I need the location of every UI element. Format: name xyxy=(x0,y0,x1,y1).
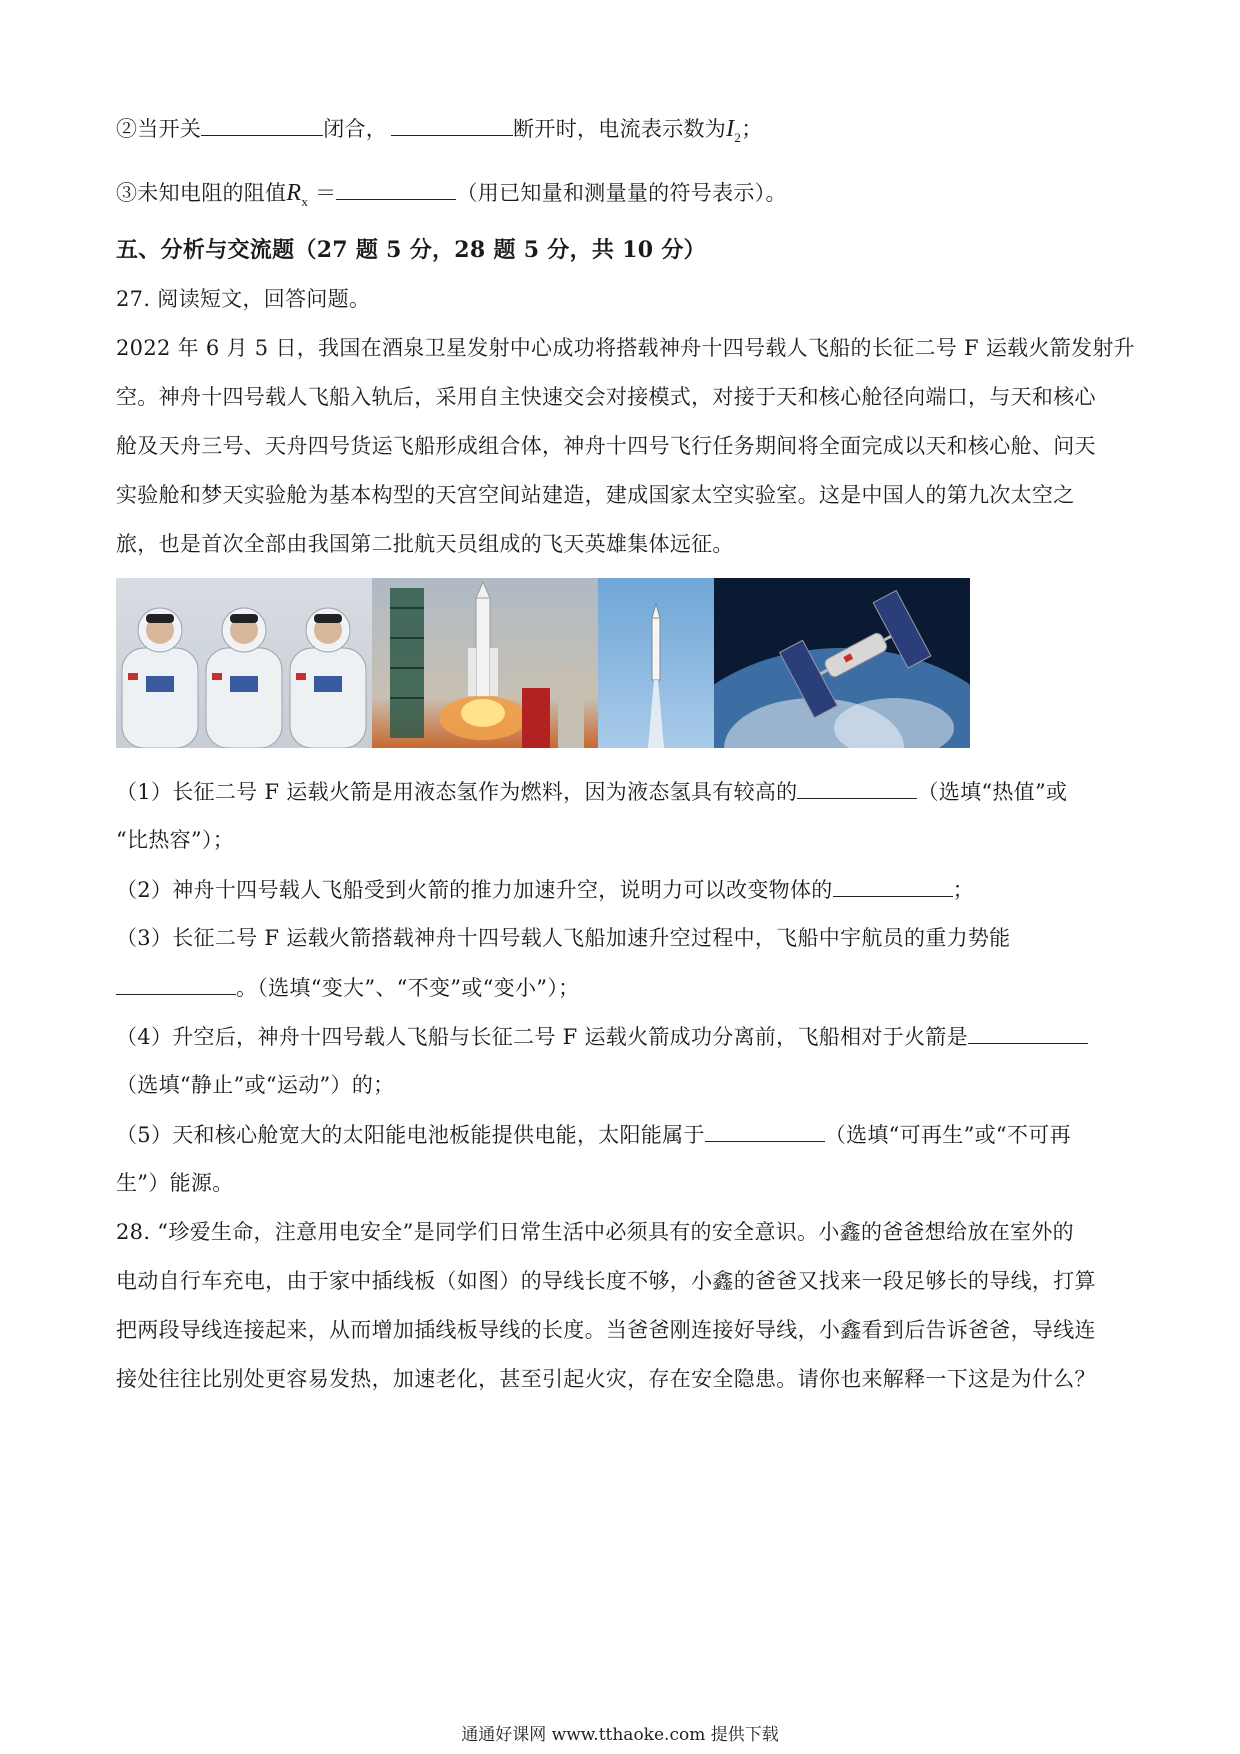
answer-blank[interactable] xyxy=(116,972,236,995)
q27-sub1-cont: “比热容”）； xyxy=(116,828,235,852)
q27-passage-line: 舱及天舟三号、天舟四号货运飞船形成组合体，神舟十四号飞行任务期间将全面完成以天和核心舱、问天 xyxy=(116,434,1096,458)
q27-sub1: （1）长征二号 F 运载火箭是用液态氢作为燃料，因为液态氢具有较高的 （选填“热值”或 xyxy=(116,776,1067,807)
q27-sub5-cont: 生”）能源。 xyxy=(116,1171,234,1195)
q27-sub4-cont: （选填“静止”或“运动”）的； xyxy=(116,1073,395,1097)
section-heading: 五、分析与交流题（27 题 5 分，28 题 5 分，共 10 分） xyxy=(116,237,706,263)
answer-blank[interactable] xyxy=(336,177,456,200)
q28-line: 接处往往比别处更容易发热，加速老化，甚至引起火灾，存在安全隐患。请你也来解释一下这是为什么？ xyxy=(116,1367,1096,1391)
footer-source: 通通好课网 www.tthaoke.com 提供下载 xyxy=(461,1725,779,1745)
answer-blank[interactable] xyxy=(968,1021,1088,1044)
q27-sub4: （4）升空后，神舟十四号载人飞船与长征二号 F 运载火箭成功分离前，飞船相对于火箭是 xyxy=(116,1021,1088,1052)
launch-photo xyxy=(372,578,598,748)
answer-blank[interactable] xyxy=(833,874,953,897)
q26-step2: ②当开关 闭合， 断开时，电流表示数为$I_2$； xyxy=(116,113,763,147)
q28-line: 电动自行车充电，由于家中插线板（如图）的导线长度不够，小鑫的爸爸又找来一段足够长的导线，打算 xyxy=(116,1269,1096,1293)
space-station-photo xyxy=(714,578,970,748)
answer-blank[interactable] xyxy=(705,1119,825,1142)
q27-sub3-cont: 。（选填“变大”、“不变”或“变小”）； xyxy=(116,972,579,1003)
answer-blank[interactable] xyxy=(391,113,513,136)
photo-strip xyxy=(116,578,970,748)
answer-blank[interactable] xyxy=(201,113,323,136)
q27-sub2: （2）神舟十四号载人飞船受到火箭的推力加速升空，说明力可以改变物体的 ； xyxy=(116,874,974,905)
q27-passage-line: 实验舱和梦天实验舱为基本构型的天宫空间站建造，建成国家太空实验室。这是中国人的第九次太空之 xyxy=(116,483,1075,507)
q28-line: 28. “珍爱生命，注意用电安全”是同学们日常生活中必须具有的安全意识。小鑫的爸爸想给放在室外的 xyxy=(116,1220,1074,1244)
q27-sub5: （5）天和核心舱宽大的太阳能电池板能提供电能，太阳能属于 （选填“可再生”或“不可再 xyxy=(116,1119,1071,1150)
rocket-photo xyxy=(598,578,714,748)
q27-passage-line: 空。神舟十四号载人飞船入轨后，采用自主快速交会对接模式，对接于天和核心舱径向端口，与天和核心 xyxy=(116,385,1096,409)
q27-passage-line: 2022 年 6 月 5 日，我国在酒泉卫星发射中心成功将搭载神舟十四号载人飞船的长征二号 F 运载火箭发射升 xyxy=(116,336,1135,360)
resistance-symbol: $R_x$ xyxy=(286,180,309,209)
answer-blank[interactable] xyxy=(797,776,917,799)
q27-title: 27. 阅读短文，回答问题。 xyxy=(116,287,371,311)
astronauts-photo xyxy=(116,578,372,748)
current-symbol: $I_2$ xyxy=(726,116,742,145)
q27-passage-line: 旅，也是首次全部由我国第二批航天员组成的飞天英雄集体远征。 xyxy=(116,532,734,556)
q28-line: 把两段导线连接起来，从而增加插线板导线的长度。当爸爸刚连接好导线，小鑫看到后告诉爸爸，导线连 xyxy=(116,1318,1096,1342)
q27-sub3: （3）长征二号 F 运载火箭搭载神舟十四号载人飞船加速升空过程中，飞船中宇航员的重力势能 xyxy=(116,926,1011,950)
q26-step3: ③未知电阻的阻值$R_x$ ＝ （用已知量和测量量的符号表示）。 xyxy=(116,177,787,211)
